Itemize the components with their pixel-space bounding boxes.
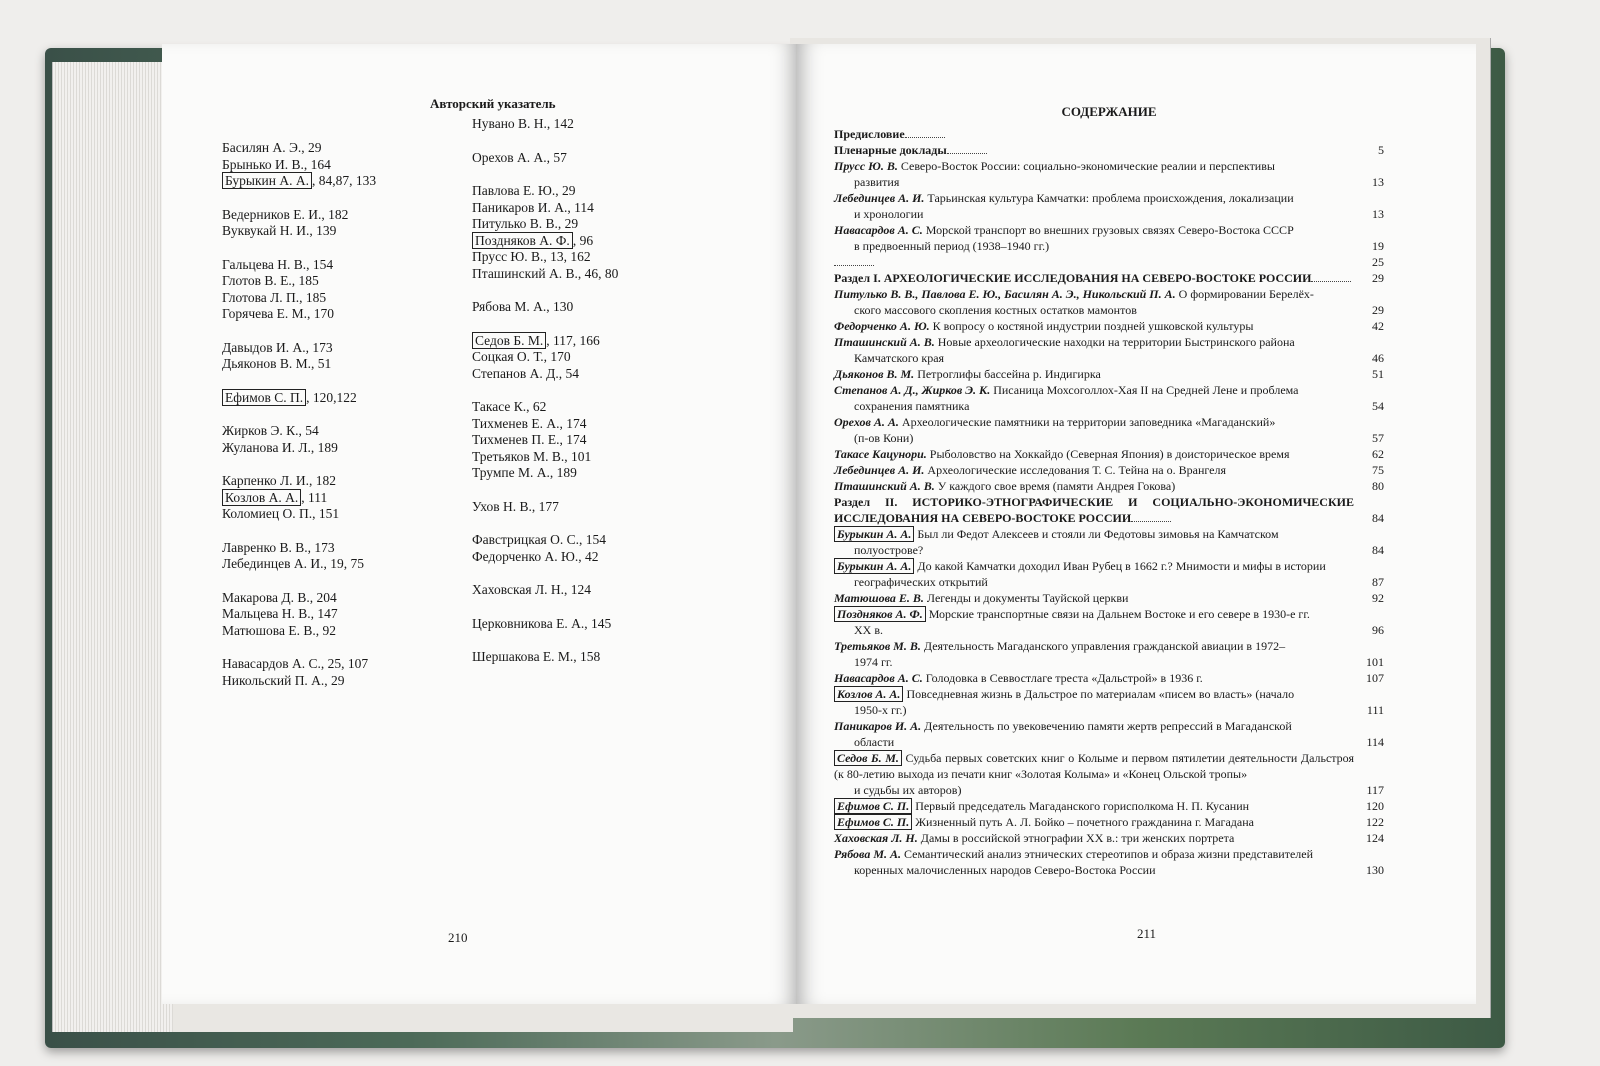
toc-entry [834, 222, 1384, 254]
toc-entry-text [834, 270, 1354, 286]
toc-entry-title: Археологические памятники на территории заповедника «Магаданский» [898, 415, 1276, 429]
index-entry: Лавренко В. В., 173 [222, 539, 335, 555]
toc-entry [834, 254, 1384, 270]
index-entry-boxed-name: Седов Б. М. [472, 332, 546, 349]
index-spacer [472, 482, 618, 499]
toc-author: Рябова М. А. [834, 847, 901, 861]
left-page-number: 210 [448, 930, 468, 945]
toc-entry-continuation: и судьбы их авторов) [854, 783, 962, 797]
index-entry: Гальцева Н. В., 154 [222, 256, 334, 272]
toc-page-number: 29 [1372, 271, 1384, 285]
index-spacer [472, 382, 618, 399]
index-entry [472, 333, 618, 350]
toc-entry-continuation: Камчатского края [854, 351, 945, 365]
index-entry: Ухов Н. В., 177 [472, 498, 559, 514]
index-entry: Федорченко А. Ю., 42 [472, 548, 599, 564]
toc-entry [834, 590, 1384, 606]
toc-section-heading: Раздел I. АРХЕОЛОГИЧЕСКИЕ ИССЛЕДОВАНИЯ НА СЕВЕРО-ВОСТОКЕ РОССИИ [834, 271, 1312, 285]
toc-title: СОДЕРЖАНИЕ [1061, 104, 1157, 119]
toc-entry-text [834, 526, 1354, 558]
index-entry: Хаховская Л. Н., 124 [472, 582, 591, 597]
index-spacer [222, 373, 376, 390]
toc-page-number: 62 [1372, 447, 1384, 461]
toc-entry-text [834, 494, 1354, 526]
toc-author: Лебединцев А. И. [834, 191, 925, 205]
index-entry-boxed-name: Козлов А. А. [222, 489, 301, 506]
toc-entry [834, 462, 1384, 478]
index-entry: Никольский П. А., 29 [222, 672, 345, 688]
toc-entry [834, 158, 1384, 190]
index-spacer [472, 599, 618, 616]
toc-author: Степанов А. Д., Жирков Э. К. [834, 383, 991, 397]
index-entry [472, 233, 618, 250]
toc-page-number: 5 [1378, 143, 1384, 157]
index-entry-boxed-name: Ефимов С. П. [222, 389, 306, 406]
index-entry: Глотова Л. П., 185 [222, 289, 327, 305]
toc-author: Питулько В. В., Павлова Е. Ю., Басилян А. Э., Никольский П. А. [834, 287, 1176, 301]
toc-entry-text [834, 254, 1354, 270]
toc-entry-title: Судьба первых советских книг о Колыме и первом пятилетии деятельности Дальстроя (к 80-летию выхода из печати книг «Золотая Колыма» и «Конец Ольской тропы» [834, 751, 1354, 781]
toc-entry-text [834, 590, 1354, 606]
toc-entry-text [834, 446, 1354, 462]
index-column-1 [222, 140, 376, 689]
toc-author: Хаховская Л. Н. [834, 831, 918, 845]
index-entry: Тихменев Е. А., 174 [472, 415, 587, 431]
toc-entry [834, 382, 1384, 414]
toc-page-number: 75 [1372, 463, 1384, 477]
index-entry: Тихменев П. Е., 174 [472, 432, 587, 447]
toc-entry-title: Тарьинская культура Камчатки: проблема происхождения, локализации [924, 191, 1294, 205]
toc-leader-dots [905, 137, 945, 138]
index-entry [222, 490, 376, 507]
toc-entry-text [834, 830, 1354, 846]
toc-entry [834, 686, 1384, 718]
index-entry: Церковникова Е. А., 145 [472, 615, 612, 631]
index-entry: Карпенко Л. И., 182 [222, 473, 337, 488]
toc-entry-title: Легенды и документы Тауйской церкви [923, 591, 1129, 605]
index-spacer [222, 523, 376, 540]
index-spacer [472, 166, 618, 183]
toc-entry-title: Семантический анализ этнических стереотипов и образа жизни представителей [901, 847, 1314, 861]
index-entry: Питулько В. В., 29 [472, 216, 579, 231]
toc-page-number: 117 [1366, 783, 1384, 797]
index-spacer [222, 190, 376, 207]
toc-section-heading: Раздел II. ИСТОРИКО-ЭТНОГРАФИЧЕСКИЕ И СОЦИАЛЬНО-ЭКОНОМИЧЕСКИЕ ИССЛЕДОВАНИЯ НА СЕВЕРО-ВОСТОКЕ РОССИИ [834, 495, 1354, 525]
index-spacer [222, 323, 376, 340]
toc-entry-title: Жизненный путь А. Л. Бойко – почетного гражданина г. Магадана [912, 815, 1254, 829]
index-entry: Паникаров И. А., 114 [472, 199, 594, 215]
index-entry: Соцкая О. Т., 170 [472, 349, 571, 364]
toc-author: Матюшова Е. В. [834, 591, 924, 605]
toc-entry [834, 526, 1384, 558]
toc-author: Такасе Кацунори. [834, 447, 927, 461]
toc-page-number: 107 [1366, 671, 1384, 685]
toc-leader-dots [1131, 521, 1171, 522]
index-entry: Такасе К., 62 [472, 399, 547, 414]
toc-author: Федорченко А. Ю. [834, 319, 930, 333]
table-of-contents [834, 104, 1384, 878]
index-entry: Давыдов И. А., 173 [222, 339, 333, 355]
toc-entry-continuation: полуострове? [854, 543, 924, 557]
toc-entry-text [834, 158, 1354, 190]
toc-author: Пташинский А. В. [834, 479, 935, 493]
toc-entry [834, 446, 1384, 462]
index-entry [222, 390, 376, 407]
toc-page-number: 92 [1372, 591, 1384, 605]
index-spacer [472, 515, 618, 532]
toc-entry [834, 638, 1384, 670]
toc-entry [834, 270, 1384, 286]
index-entry: Вуквукай Н. И., 139 [222, 223, 337, 238]
index-entry: Лебединцев А. И., 19, 75 [222, 556, 364, 571]
toc-author-boxed: Козлов А. А. [834, 686, 903, 702]
toc-entry-text [834, 286, 1354, 318]
toc-page-number: 101 [1366, 655, 1384, 669]
toc-entry-title: Деятельность Магаданского управления гражданской авиации в 1972– [920, 639, 1286, 653]
index-entry-pages: , 120,122 [306, 389, 357, 405]
index-entry-pages: , 117, 166 [546, 332, 600, 348]
toc-entry-title: Рыболовство на Хоккайдо (Северная Япония) в доисторическое время [926, 447, 1290, 461]
toc-entry-text [834, 606, 1354, 638]
toc-entry-text [834, 366, 1354, 382]
toc-author-boxed: Ефимов С. П. [834, 798, 912, 814]
toc-author-boxed: Бурыкин А. А. [834, 558, 914, 574]
index-entry: Макарова Д. В., 204 [222, 589, 337, 605]
toc-entry [834, 606, 1384, 638]
index-spacer [472, 632, 618, 649]
index-entry: Коломиец О. П., 151 [222, 506, 340, 521]
toc-entry-text [834, 462, 1354, 478]
toc-entry-title: Был ли Федот Алексеев и стояли ли Федотовы зимовья на Камчатском [914, 527, 1279, 541]
toc-entry-title: У каждого свое время (памяти Андрея Гокова) [934, 479, 1176, 493]
toc-page-number: 29 [1372, 303, 1384, 317]
index-entry: Третьяков М. В., 101 [472, 448, 592, 464]
toc-section-heading: Предисловие [834, 127, 905, 141]
toc-author-boxed: Бурыкин А. А. [834, 526, 914, 542]
toc-entry-title: До какой Камчатки доходил Иван Рубец в 1662 г.? Мнимости и мифы в истории [914, 559, 1326, 573]
toc-entry [834, 414, 1384, 446]
index-entry: Жирков Э. К., 54 [222, 423, 319, 438]
toc-page-number: 57 [1372, 431, 1384, 445]
index-entry: Павлова Е. Ю., 29 [472, 183, 576, 198]
toc-page-number: 19 [1372, 239, 1384, 253]
toc-page-number: 87 [1372, 575, 1384, 589]
toc-page-number: 124 [1366, 831, 1384, 845]
toc-entry [834, 126, 1384, 142]
toc-entry-text [834, 750, 1354, 798]
toc-page-number: 130 [1366, 863, 1384, 877]
toc-entry-title: Петроглифы бассейна р. Индигирка [914, 367, 1101, 381]
toc-author-boxed: Поздняков А. Ф. [834, 606, 926, 622]
toc-page-number: 25 [1372, 255, 1384, 269]
index-entry: Орехов А. А., 57 [472, 149, 567, 165]
toc-entry-text [834, 798, 1354, 814]
index-entry: Басилян А. Э., 29 [222, 140, 322, 155]
toc-entry [834, 846, 1384, 878]
toc-entry-continuation: сохранения памятника [854, 399, 970, 413]
toc-entry-continuation: в предвоенный период (1938–1940 гг.) [854, 239, 1050, 253]
index-entry-pages: , 84,87, 133 [312, 173, 377, 188]
toc-page-number: 111 [1366, 703, 1384, 717]
index-column-2 [472, 116, 618, 666]
index-entry: Нувано В. Н., 142 [472, 116, 574, 131]
toc-page-number: 80 [1372, 479, 1384, 493]
toc-entry-text [834, 222, 1354, 254]
toc-entry-title: Повседневная жизнь в Дальстрое по материалам «писем во власть» (начало [903, 687, 1295, 701]
index-entry-pages: , 111 [301, 489, 328, 505]
toc-entry-text [834, 638, 1354, 670]
toc-entry [834, 494, 1384, 526]
index-spacer [472, 282, 618, 299]
toc-leader-dots [947, 153, 987, 154]
toc-entry [834, 798, 1384, 814]
toc-entry [834, 830, 1384, 846]
toc-entry-title: Новые археологические находки на территории Быстринского района [934, 335, 1295, 349]
toc-entry-continuation: развития [854, 175, 900, 189]
toc-entry [834, 334, 1384, 366]
toc-author: Третьяков М. В. [834, 639, 921, 653]
index-entry [222, 173, 376, 190]
toc-entry [834, 142, 1384, 158]
toc-entry [834, 366, 1384, 382]
toc-entry [834, 190, 1384, 222]
toc-entry-continuation: области [854, 735, 895, 749]
toc-entry-text [834, 846, 1354, 878]
index-entry: Трумпе М. А., 189 [472, 465, 577, 480]
toc-entry-title: Дамы в российской этнографии XX в.: три женских портрета [917, 831, 1235, 845]
index-entry: Рябова М. А., 130 [472, 299, 574, 314]
toc-entry-text [834, 334, 1354, 366]
toc-entry-continuation: 1950-х гг.) [854, 703, 907, 717]
toc-page-number: 114 [1366, 735, 1384, 749]
index-entry: Жуланова И. Л., 189 [222, 439, 338, 455]
toc-entry-title: О формировании Берелёх- [1175, 287, 1314, 301]
toc-author-boxed: Седов Б. М. [834, 750, 902, 766]
index-spacer [222, 406, 376, 423]
toc-entry-title: Голодовка в Севвостлаге треста «Дальстрой» в 1936 г. [922, 671, 1203, 685]
toc-entry-title: Деятельность по увековечению памяти жертв репрессий в Магаданской [921, 719, 1292, 733]
toc-entry-title: Морской транспорт во внешних грузовых связях Северо-Востока СССР [922, 223, 1294, 237]
index-entry: Пташинский А. В., 46, 80 [472, 265, 619, 281]
toc-entry-continuation: (п-ов Кони) [854, 431, 914, 445]
toc-entry-text [834, 382, 1354, 414]
index-entry: Степанов А. Д., 54 [472, 365, 579, 381]
toc-author: Лебединцев А. И. [834, 463, 925, 477]
toc-entry [834, 718, 1384, 750]
toc-entry-continuation: географических открытий [854, 575, 988, 589]
index-spacer [222, 456, 376, 473]
toc-author: Орехов А. А. [834, 415, 899, 429]
toc-author: Навасардов А. С. [834, 223, 923, 237]
index-entry-boxed-name: Поздняков А. Ф. [472, 232, 573, 249]
toc-entry-title: Морские транспортные связи на Дальнем Востоке и его севере в 1930-е гг. [925, 607, 1310, 621]
index-spacer [472, 316, 618, 333]
toc-page-number: 96 [1372, 623, 1384, 637]
toc-list [834, 126, 1384, 878]
toc-page-number: 120 [1366, 799, 1384, 813]
toc-page-number: 54 [1372, 399, 1384, 413]
toc-entry-text [834, 718, 1354, 750]
index-entry-boxed-name: Бурыкин А. А. [222, 172, 312, 189]
toc-entry-title: Первый председатель Магаданского горисполкома Н. П. Кусанин [912, 799, 1250, 813]
toc-entry-continuation: XX в. [854, 623, 883, 637]
index-entry: Фавстрицкая О. С., 154 [472, 532, 607, 547]
index-spacer [222, 639, 376, 656]
toc-entry-continuation: 1974 гг. [854, 655, 893, 669]
toc-entry-text [834, 558, 1354, 590]
toc-entry-text [834, 318, 1354, 334]
toc-entry [834, 670, 1384, 686]
toc-entry [834, 478, 1384, 494]
toc-entry-title: Северо-Восток России: социально-экономические реалии и перспективы [897, 159, 1275, 173]
toc-section-heading: Пленарные доклады [834, 143, 947, 157]
index-entry: Навасардов А. С., 25, 107 [222, 656, 369, 671]
toc-page-number: 51 [1372, 367, 1384, 381]
toc-entry-text [834, 814, 1354, 830]
index-entry: Брынько И. В., 164 [222, 156, 331, 172]
index-entry: Матюшова Е. В., 92 [222, 622, 336, 638]
index-spacer [472, 565, 618, 582]
toc-entry-continuation: коренных малочисленных народов Северо-Востока России [854, 863, 1156, 877]
index-entry: Глотов В. Е., 185 [222, 273, 319, 288]
left-page-title: Авторский указатель [430, 96, 556, 111]
index-spacer [472, 133, 618, 150]
toc-leader-dots [834, 265, 874, 266]
index-entry: Горячева Е. М., 170 [222, 306, 335, 321]
toc-leader-dots [1311, 281, 1351, 282]
toc-entry-text [834, 414, 1354, 446]
toc-author: Пташинский А. В. [834, 335, 935, 349]
toc-entry [834, 814, 1384, 830]
toc-entry-text [834, 126, 1354, 142]
toc-entry-title: Писаница Мохсоголлох-Хая II на Средней Лене и проблема [990, 383, 1299, 397]
index-entry: Ведерников Е. И., 182 [222, 206, 349, 222]
toc-page-number: 46 [1372, 351, 1384, 365]
right-page-number: 211 [1137, 926, 1157, 941]
toc-page-number: 42 [1372, 319, 1384, 333]
toc-page-number: 122 [1366, 815, 1384, 829]
toc-entry-continuation: ского массового скопления костных остатков мамонтов [854, 303, 1137, 317]
toc-entry [834, 286, 1384, 318]
index-entry: Прусс Ю. В., 13, 162 [472, 249, 591, 264]
toc-entry-text [834, 190, 1354, 222]
index-entry: Шершакова Е. М., 158 [472, 649, 601, 664]
toc-entry-title: К вопросу о костяной индустрии поздней ушковской культуры [929, 319, 1254, 333]
toc-page-number: 13 [1372, 175, 1384, 189]
index-entry-pages: , 96 [572, 232, 594, 248]
toc-entry-text [834, 670, 1354, 686]
toc-entry-title: Археологические исследования Т. С. Тейна на о. Врангеля [924, 463, 1226, 477]
toc-entry [834, 750, 1384, 798]
toc-author: Дьяконов В. М. [834, 367, 915, 381]
index-entry: Дьяконов В. М., 51 [222, 356, 332, 371]
toc-entry [834, 558, 1384, 590]
toc-entry-text [834, 686, 1354, 718]
toc-author: Паникаров И. А. [834, 719, 922, 733]
toc-entry-text [834, 478, 1354, 494]
toc-author: Прусс Ю. В. [834, 159, 898, 173]
toc-entry-continuation: и хронологии [854, 207, 924, 221]
toc-page-number: 84 [1372, 511, 1384, 525]
toc-page-number: 84 [1372, 543, 1384, 557]
index-entry: Мальцева Н. В., 147 [222, 606, 338, 621]
toc-entry [834, 318, 1384, 334]
toc-author: Навасардов А. С. [834, 671, 923, 685]
index-spacer [222, 573, 376, 590]
toc-author-boxed: Ефимов С. П. [834, 814, 912, 830]
toc-page-number: 13 [1372, 207, 1384, 221]
index-spacer [222, 240, 376, 257]
toc-entry-text [834, 142, 1354, 158]
